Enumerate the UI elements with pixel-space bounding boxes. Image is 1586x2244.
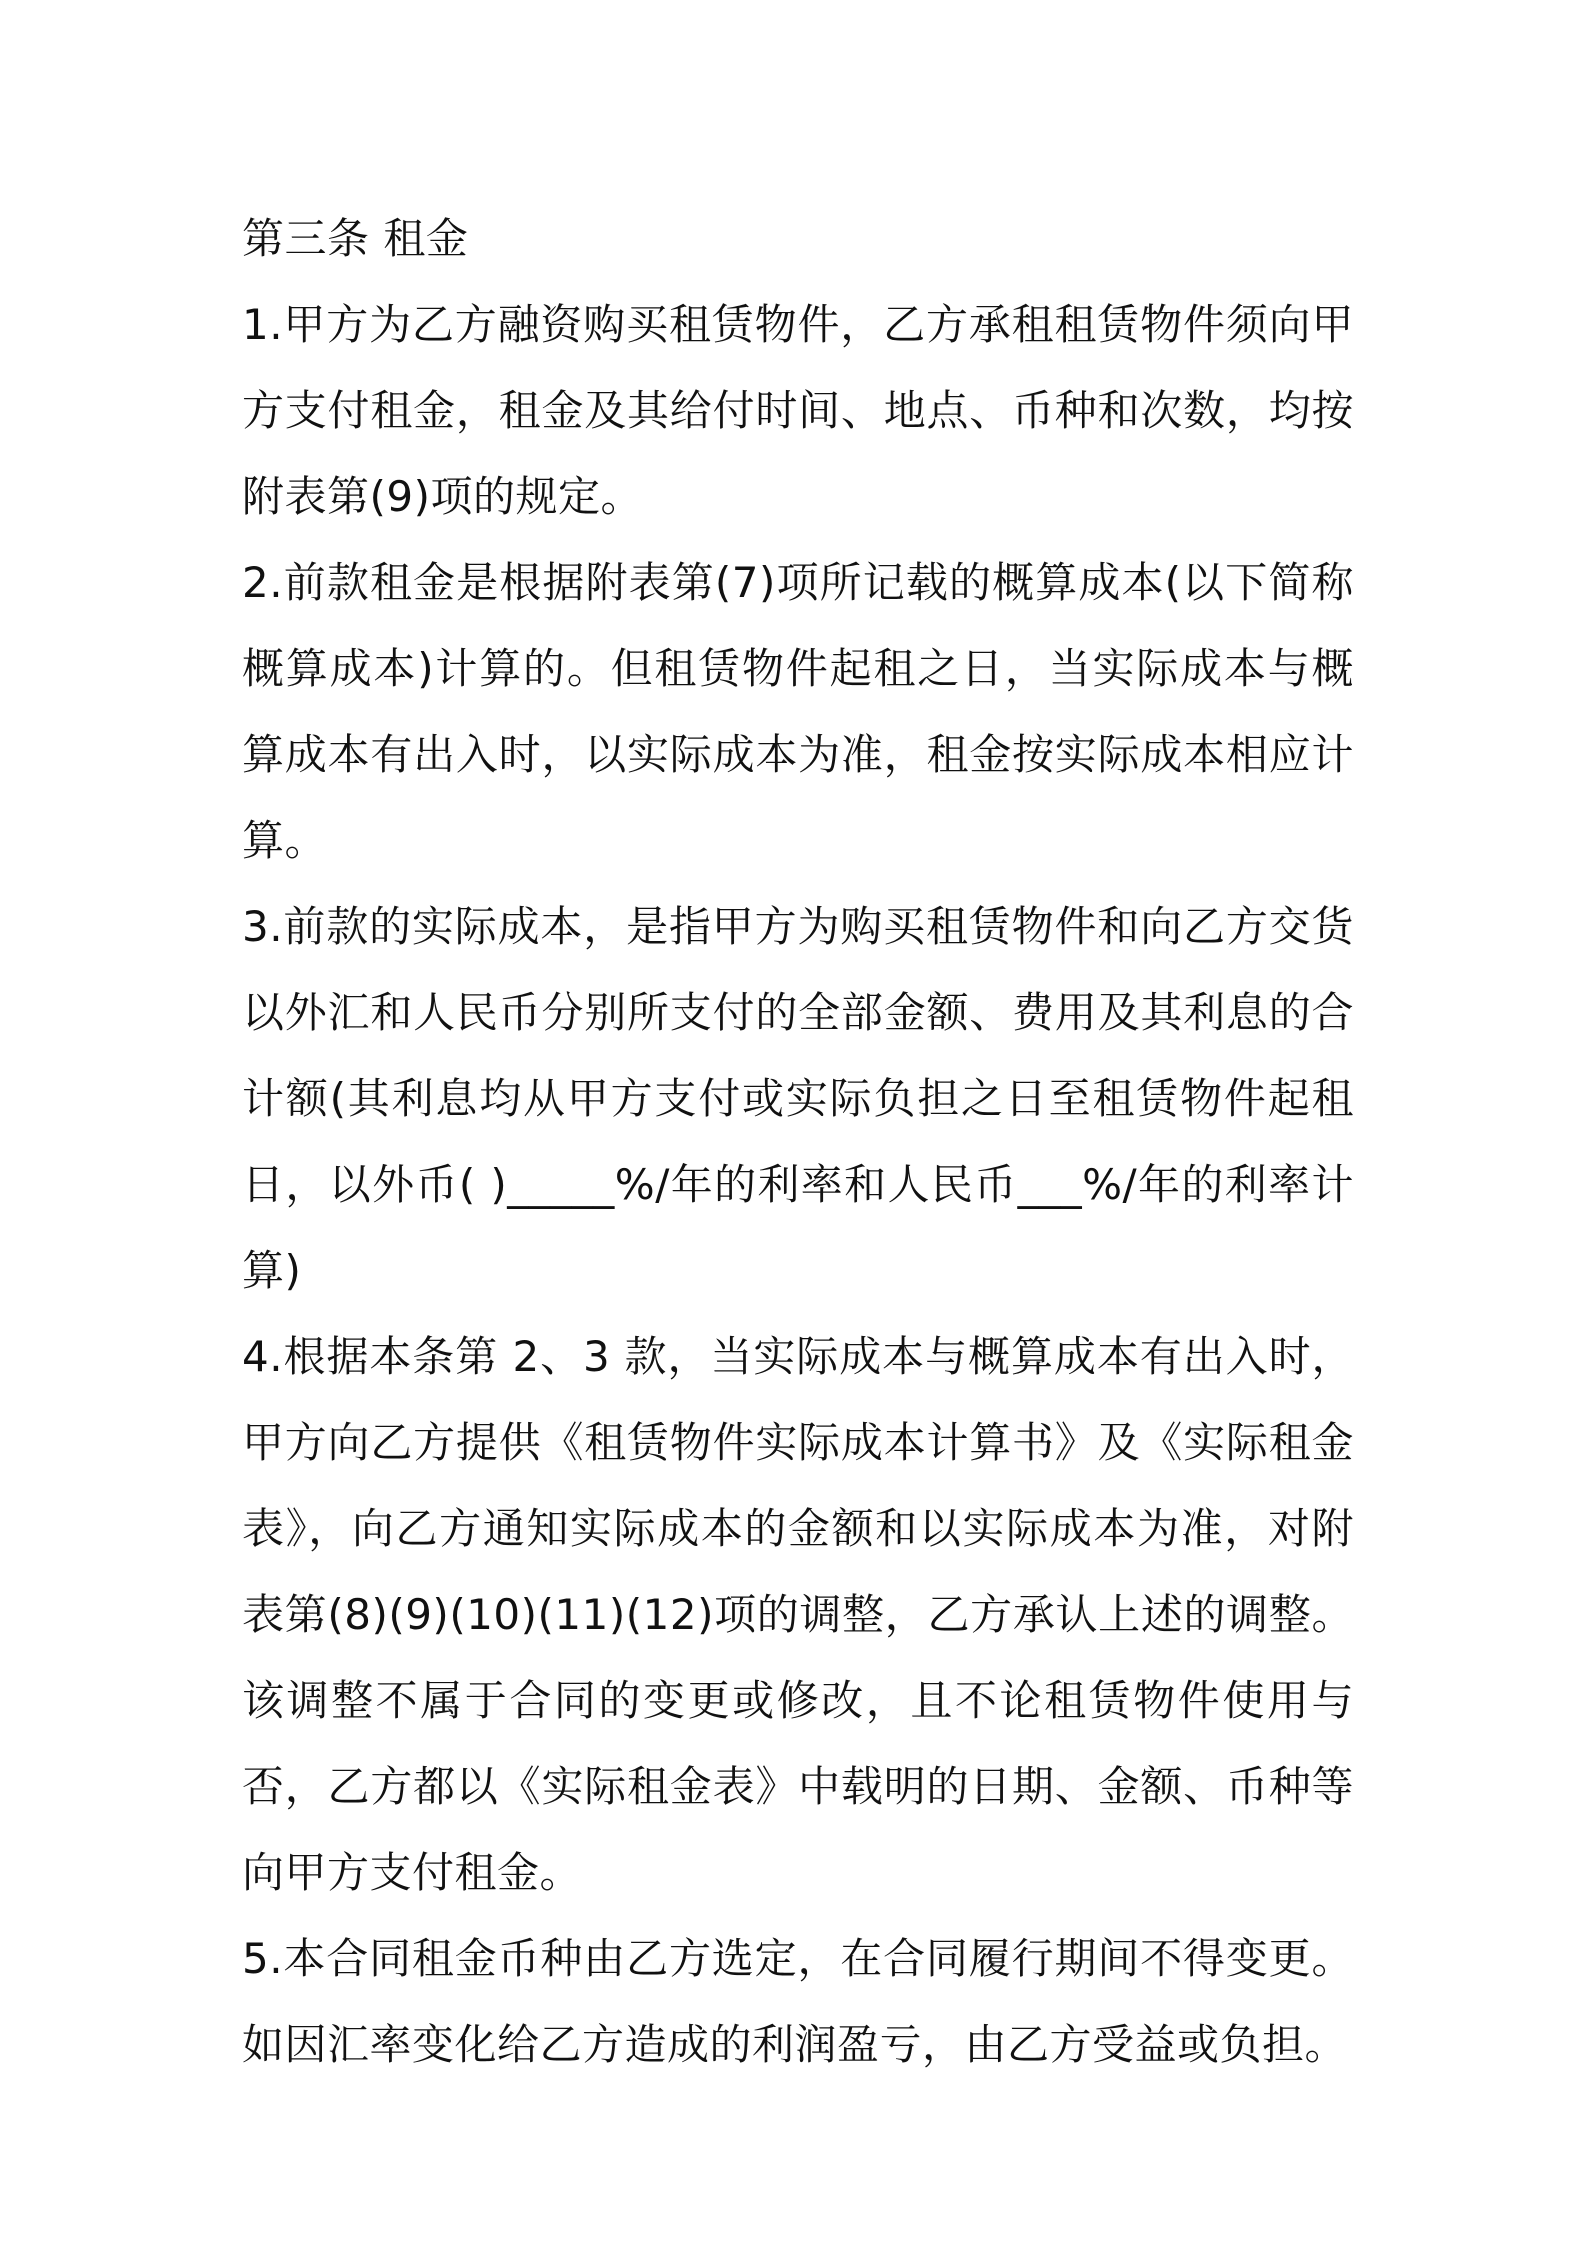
- clause-2: 2.前款租金是根据附表第(7)项所记载的概算成本(以下简称概算成本)计算的。但租赁物件起租之日，当实际成本与概算成本有出入时，以实际成本为准，租金按实际成本相应计算。: [242, 558, 1354, 865]
- document-body: [242, 196, 1354, 2088]
- clause-1: 1.甲方为乙方融资购买租赁物件，乙方承租租赁物件须向甲方支付租金，租金及其给付时间、地点、币种和次数，均按附表第(9)项的规定。: [242, 300, 1354, 521]
- article-heading: 第三条 租金: [242, 214, 469, 263]
- clause-4: 4.根据本条第 2、3 款，当实际成本与概算成本有出入时，甲方向乙方提供《租赁物件实际成本计算书》及《实际租金表》，向乙方通知实际成本的金额和以实际成本为准，对附表第(8)(9)(10)(11)(12)项的调整，乙方承认上述的调整。该调整不属于合同的变更或修改，且不论租赁物件使用与否，乙方都以《实际租金表》中载明的日期、金额、币种等向甲方支付租金。: [242, 1332, 1354, 1897]
- clause-5: 5.本合同租金币种由乙方选定，在合同履行期间不得变更。如因汇率变化给乙方造成的利润盈亏，由乙方受益或负担。: [242, 1934, 1354, 2069]
- clause-3: 3.前款的实际成本，是指甲方为购买租赁物件和向乙方交货以外汇和人民币分别所支付的全部金额、费用及其利息的合计额(其利息均从甲方支付或实际负担之日至租赁物件起租日，以外币( )_____%/年的利率和人民币___%/年的利率计算): [242, 902, 1354, 1295]
